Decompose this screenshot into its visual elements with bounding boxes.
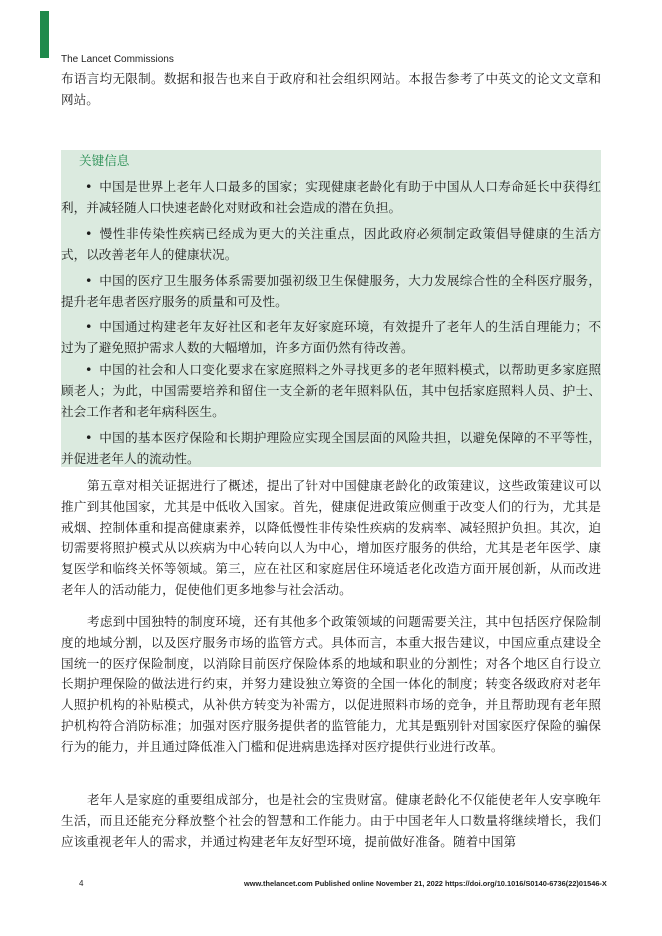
key-message-item: [61, 223, 601, 265]
key-message-item: [61, 427, 601, 469]
key-message-text: 慢性非传染性疾病已经成为更大的关注重点，因此政府必须制定政策倡导健康的生活方式，以改善老年人的健康状况。: [61, 226, 601, 262]
bullet-icon: •: [85, 273, 93, 288]
key-message-item: [61, 359, 601, 422]
key-message-item: [61, 176, 601, 218]
body-paragraph: 老年人是家庭的重要组成部分，也是社会的宝贵财富。健康老龄化不仅能使老年人安享晚年生活，而且还能充分释放整个社会的智慧和工作能力。由于中国老年人口数量将继续增长，我们应该重视老年人的需求，并通过构建老年友好型环境，提前做好准备。随着中国第: [61, 792, 601, 849]
body-paragraph: 第五章对相关证据进行了概述，提出了针对中国健康老龄化的政策建议，这些政策建议可以推广到其他国家，尤其是中低收入国家。首先，健康促进政策应侧重于改变人们的行为，尤其是戒烟、控制体重和提高健康素养，以降低慢性非传染性疾病的发病率、减轻照护负担。其次，迫切需要将照护模式从以疾病为中心转向以人为中心，增加医疗服务的供给，尤其是老年医学、康复医学和临终关怀等领域。第三，应在社区和家庭居住环境适老化改造方面开展创新，从而改进老年人的活动能力，促使他们更多地参与社会活动。: [61, 478, 601, 597]
section-color-bar: [40, 11, 49, 58]
key-message-text: 中国是世界上老年人口最多的国家；实现健康老龄化有助于中国从人口寿命延长中获得红利，并减轻随人口快速老龄化对财政和社会造成的潜在负担。: [61, 179, 601, 215]
key-message-text: 中国的社会和人口变化要求在家庭照料之外寻找更多的老年照料模式，以帮助更多家庭照顾老人；为此，中国需要培养和留住一支全新的老年照料队伍，其中包括家庭照料人员、护士、社会工作者和老年病科医生。: [61, 362, 601, 419]
intro-paragraph: 布语言均无限制。数据和报告也来自于政府和社会组织网站。本报告参考了中英文的论文文章和网站。: [61, 71, 601, 107]
bullet-icon: •: [85, 319, 93, 334]
key-message-text: 中国的医疗卫生服务体系需要加强初级卫生保健服务，大力发展综合性的全科医疗服务，提升老年患者医疗服务的质量和可及性。: [61, 273, 601, 309]
journal-section-header: The Lancet Commissions: [61, 54, 174, 65]
bullet-icon: •: [85, 430, 93, 445]
bullet-icon: •: [85, 226, 93, 241]
footer-citation: www.thelancet.com Published online November 21, 2022 https://doi.org/10.1016/S0140-6736(22)01546-X: [244, 879, 607, 888]
bullet-icon: •: [85, 362, 93, 377]
key-message-text: 中国的基本医疗保险和长期护理险应实现全国层面的风险共担，以避免保障的不平等性，并促进老年人的流动性。: [61, 430, 601, 466]
key-message-item: [61, 270, 601, 312]
key-messages-title: 关键信息: [79, 153, 130, 168]
body-paragraph: 考虑到中国独特的制度环境，还有其他多个政策领域的问题需要关注，其中包括医疗保险制度的地域分割，以及医疗服务市场的监管方式。具体而言，本重大报告建议，中国应重点建设全国统一的医疗保险制度，以消除目前医疗保险体系的地域和职业的分割性；对各个地区自行设立长期护理保险的做法进行约束，并努力建设独立筹资的全国一体化的制度；转变各级政府对老年人照护机构的补贴模式，从补供方转变为补需方，以促进照料市场的竞争，并且帮助现有老年照护机构符合消防标准；加强对医疗服务提供者的监管能力，尤其是甄别针对国家医疗保险的骗保行为的能力，并且通过降低准入门槛和促进病患选择对医疗提供行业进行改革。: [61, 614, 601, 754]
bullet-icon: •: [85, 179, 93, 194]
key-message-text: 中国通过构建老年友好社区和老年友好家庭环境，有效提升了老年人的生活自理能力；不过为了避免照护需求人数的大幅增加，许多方面仍然有待改善。: [61, 319, 601, 355]
page-number: 4: [79, 879, 84, 888]
key-message-item: [61, 316, 601, 358]
